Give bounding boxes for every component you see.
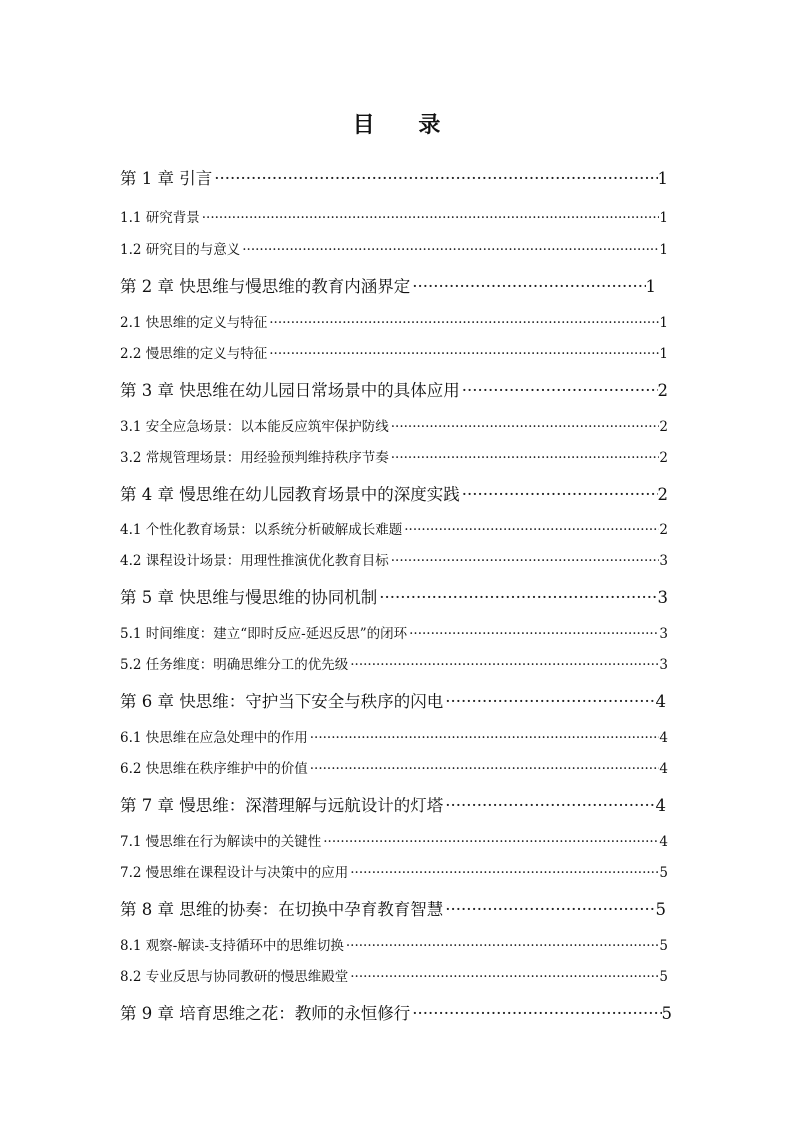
toc-dot-leader [350,865,659,881]
toc-section-entry[interactable] [120,518,668,536]
toc-dot-leader [391,419,660,435]
toc-dot-leader [445,900,655,919]
toc-section-entry[interactable] [120,206,668,224]
toc-section-entry[interactable] [120,965,668,983]
toc-section-entry[interactable] [120,934,668,952]
toc-dot-leader [445,692,655,711]
toc-dot-leader [391,450,660,466]
toc-section-entry[interactable] [120,726,668,744]
toc-dot-leader [404,522,659,538]
toc-entry-title: 6.1 快思维在应急处理中的作用 [120,730,308,746]
toc-dot-leader [412,277,645,296]
toc-entry-title: 5.1 时间维度：建立“即时反应-延迟反思”的闭环 [120,626,408,642]
toc-page-number: 5 [661,1004,672,1023]
toc-entry-title: 1.1 研究背景 [120,210,200,226]
toc-page-number: 4 [659,730,668,746]
toc-chapter-entry[interactable] [120,896,666,918]
toc-entry-title: 第 6 章 快思维：守护当下安全与秩序的闪电 [120,692,444,711]
toc-page-number: 1 [659,210,668,226]
toc-section-entry[interactable] [120,653,668,671]
toc-section-entry[interactable] [120,757,668,775]
toc-entry-title: 5.2 任务维度：明确思维分工的优先级 [120,657,349,673]
toc-section-entry[interactable] [120,861,668,879]
toc-entry-title: 3.2 常规管理场景：用经验预判维持秩序节奏 [120,450,389,466]
toc-dot-leader [412,1004,661,1023]
toc-page-number: 2 [657,381,668,400]
toc-entry-title: 7.1 慢思维在行为解读中的关键性 [120,834,322,850]
toc-chapter-entry[interactable] [120,481,668,503]
toc-chapter-entry[interactable] [120,273,656,295]
toc-chapter-entry[interactable] [120,1000,672,1022]
toc-dot-leader [202,210,660,226]
toc-page-number: 4 [655,796,666,815]
toc-page-number: 4 [659,834,668,850]
toc-page-number: 5 [659,865,668,881]
toc-entry-title: 2.1 快思维的定义与特征 [120,315,268,331]
toc-section-entry[interactable] [120,549,668,567]
toc-dot-leader [269,315,659,331]
toc-page-number: 2 [659,419,668,435]
toc-section-entry[interactable] [120,238,668,256]
toc-entry-title: 2.2 慢思维的定义与特征 [120,346,268,362]
toc-page-number: 1 [659,315,668,331]
toc-chapter-entry[interactable] [120,377,668,399]
toc-dot-leader [350,657,659,673]
toc-title: 目 录 [352,113,459,138]
toc-dot-leader [445,796,655,815]
toc-page-number: 2 [659,522,668,538]
toc-section-entry[interactable] [120,342,668,360]
toc-entry-title: 8.2 专业反思与协同教研的慢思维殿堂 [120,969,349,985]
toc-entry-title: 第 5 章 快思维与慢思维的协同机制 [120,588,378,607]
toc-page-number: 1 [659,346,668,362]
toc-entry-title: 3.1 安全应急场景：以本能反应筑牢保护防线 [120,419,389,435]
toc-dot-leader [462,485,658,504]
toc-dot-leader [269,346,659,362]
toc-dot-leader [346,938,660,954]
toc-page-number: 3 [657,588,668,607]
toc-chapter-entry[interactable] [120,792,666,814]
toc-dot-leader [462,381,658,400]
toc-entry-title: 第 4 章 慢思维在幼儿园教育场景中的深度实践 [120,485,460,504]
toc-entry-title: 1.2 研究目的与意义 [120,242,241,258]
toc-entry-title: 第 9 章 培育思维之花：教师的永恒修行 [120,1004,411,1023]
toc-section-entry[interactable] [120,311,668,329]
toc-page-number: 3 [659,657,668,673]
toc-dot-leader [409,626,659,642]
toc-entry-title: 4.2 课程设计场景：用理性推演优化教育目标 [120,553,389,569]
toc-chapter-entry[interactable] [120,584,668,606]
toc-page-number: 4 [655,692,666,711]
toc-dot-leader [350,969,659,985]
toc-chapter-entry[interactable] [120,165,668,187]
toc-entry-title: 7.2 慢思维在课程设计与决策中的应用 [120,865,349,881]
toc-page-number: 5 [659,969,668,985]
toc-entry-title: 8.1 观察-解读-支持循环中的思维切换 [120,938,344,954]
toc-page-number: 1 [657,169,668,188]
toc-page-number: 4 [659,761,668,777]
toc-section-entry[interactable] [120,830,668,848]
toc-page-number: 3 [659,626,668,642]
toc-dot-leader [214,169,657,188]
toc-dot-leader [391,553,660,569]
toc-chapter-entry[interactable] [120,688,666,710]
toc-entry-title: 第 1 章 引言 [120,169,213,188]
toc-page-number: 5 [659,938,668,954]
toc-dot-leader [379,588,657,607]
toc-section-entry[interactable] [120,446,668,464]
toc-page-number: 1 [645,277,656,296]
toc-section-entry[interactable] [120,415,668,433]
toc-page-number: 3 [659,553,668,569]
toc-page-number: 1 [659,242,668,258]
toc-page-number: 5 [655,900,666,919]
toc-entry-title: 第 3 章 快思维在幼儿园日常场景中的具体应用 [120,381,460,400]
toc-page-number: 2 [657,485,668,504]
toc-entry-title: 第 2 章 快思维与慢思维的教育内涵界定 [120,277,411,296]
toc-section-entry[interactable] [120,622,668,640]
toc-entry-title: 4.1 个性化教育场景：以系统分析破解成长难题 [120,522,403,538]
toc-dot-leader [310,761,660,777]
toc-page-number: 2 [659,450,668,466]
toc-dot-leader [310,730,660,746]
toc-entry-title: 6.2 快思维在秩序维护中的价值 [120,761,308,777]
toc-entry-title: 第 7 章 慢思维：深潜理解与远航设计的灯塔 [120,796,444,815]
toc-dot-leader [323,834,659,850]
toc-dot-leader [242,242,659,258]
toc-entry-title: 第 8 章 思维的协奏：在切换中孕育教育智慧 [120,900,444,919]
